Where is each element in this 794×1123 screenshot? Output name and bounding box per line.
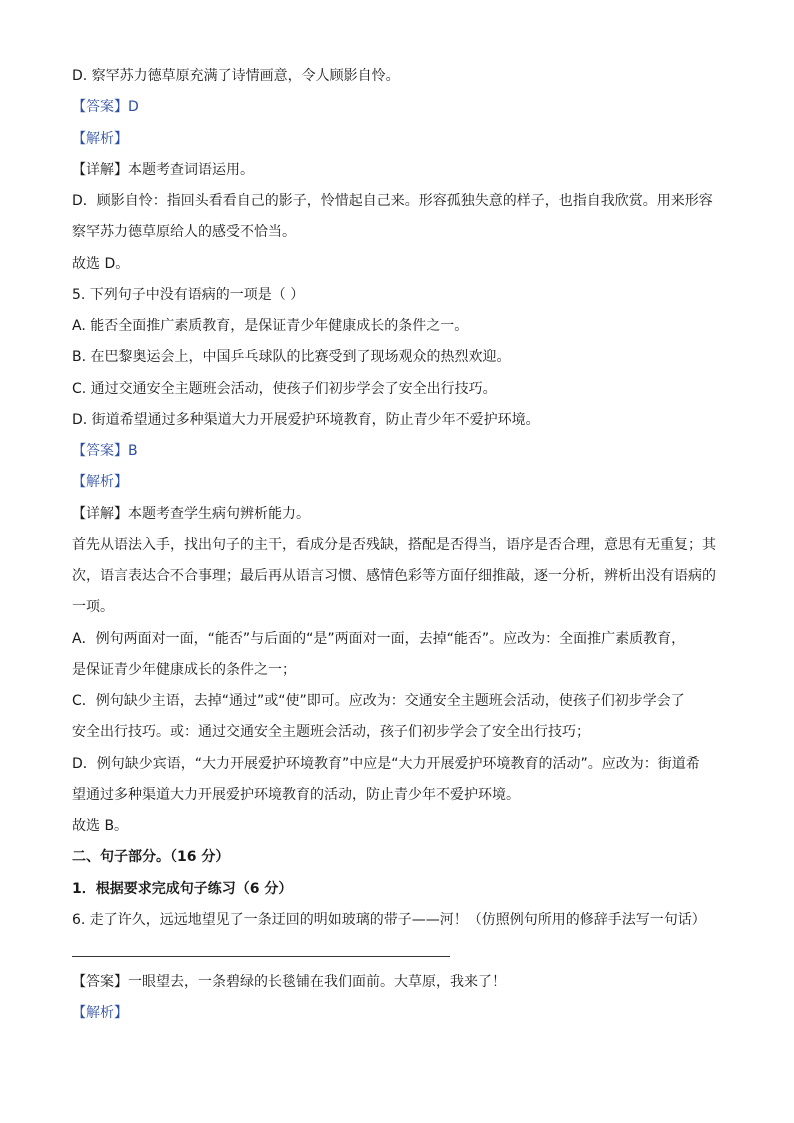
option-c: C. 通过交通安全主题班会活动，使孩子们初步学会了安全出行技巧。 [72,381,497,397]
option-d: D. 街道希望通过多种渠道大力开展爱护环境教育，防止青少年不爱护环境。 [72,412,540,428]
section-heading: 二、句子部分。（16 分） [72,849,230,865]
answer-blank-line [72,956,450,957]
explanation-line: D．例句缺少宾语，“大力开展爱护环境教育”中应是“大力开展爱护环境教育的活动”。应改为：街道希 [72,756,700,772]
option-a: A. 能否全面推广素质教育，是保证青少年健康成长的条件之一。 [72,318,469,334]
choice-line: 故选 B。 [72,818,129,834]
detail-line: 【详解】本题考查学生病句辨析能力。 [72,506,310,522]
explanation-line: 首先从语法入手，找出句子的主干，看成分是否残缺，搭配是否得当，语序是否合理，意思有无重复；其 [72,537,716,553]
answer-line: 【答案】D [72,99,139,115]
explanation-line: 望通过多种渠道大力开展爱护环境教育的活动，防止青少年不爱护环境。 [72,787,520,803]
explanation-line: 安全出行技巧。或：通过交通安全主题班会活动，孩子们初步学会了安全出行技巧； [72,724,590,740]
question-6-title: 6. 走了许久，远远地望见了一条迂回的明如玻璃的带子——河！（仿照例句所用的修辞手法写一句话） [72,912,706,928]
explanation-line: D．顾影自怜：指回头看看自己的影子，怜惜起自己来。形容孤独失意的样子，也指自我欣赏。用来形容 [72,193,713,209]
explanation-line: 一项。 [72,599,114,615]
explanation-line: A．例句两面对一面，“能否”与后面的“是”两面对一面，去掉“能否”。应改为：全面推广素质教育， [72,631,686,647]
subsection-heading: 1．根据要求完成句子练习（6 分） [72,881,293,897]
choice-line: 故选 D。 [72,256,130,272]
explanation-line: 察罕苏力德草原给人的感受不恰当。 [72,224,296,240]
analysis-tag: 【解析】 [72,1005,128,1021]
explanation-line: 次，语言表达合不合事理；最后再从语言习惯、感情色彩等方面仔细推敲，逐一分析，辨析出没有语病的 [72,568,716,584]
option-b: B. 在巴黎奥运会上，中国乒乓球队的比赛受到了现场观众的热烈欢迎。 [72,349,511,365]
analysis-tag: 【解析】 [72,131,128,147]
question-5-title: 5. 下列句子中没有语病的一项是（ ） [72,287,305,303]
explanation-line: C．例句缺少主语，去掉“通过”或“使”即可。应改为：交通安全主题班会活动，使孩子们初步学会了 [72,693,685,709]
explanation-line: 是保证青少年健康成长的条件之一； [72,662,296,678]
option-d-line: D. 察罕苏力德草原充满了诗情画意，令人顾影自怜。 [72,68,400,84]
answer-line: 【答案】B [72,443,138,459]
detail-line: 【详解】本题考查词语运用。 [72,162,254,178]
answer-line: 【答案】一眼望去，一条碧绿的长毯铺在我们面前。大草原，我来了！ [72,974,506,990]
analysis-tag: 【解析】 [72,474,128,490]
